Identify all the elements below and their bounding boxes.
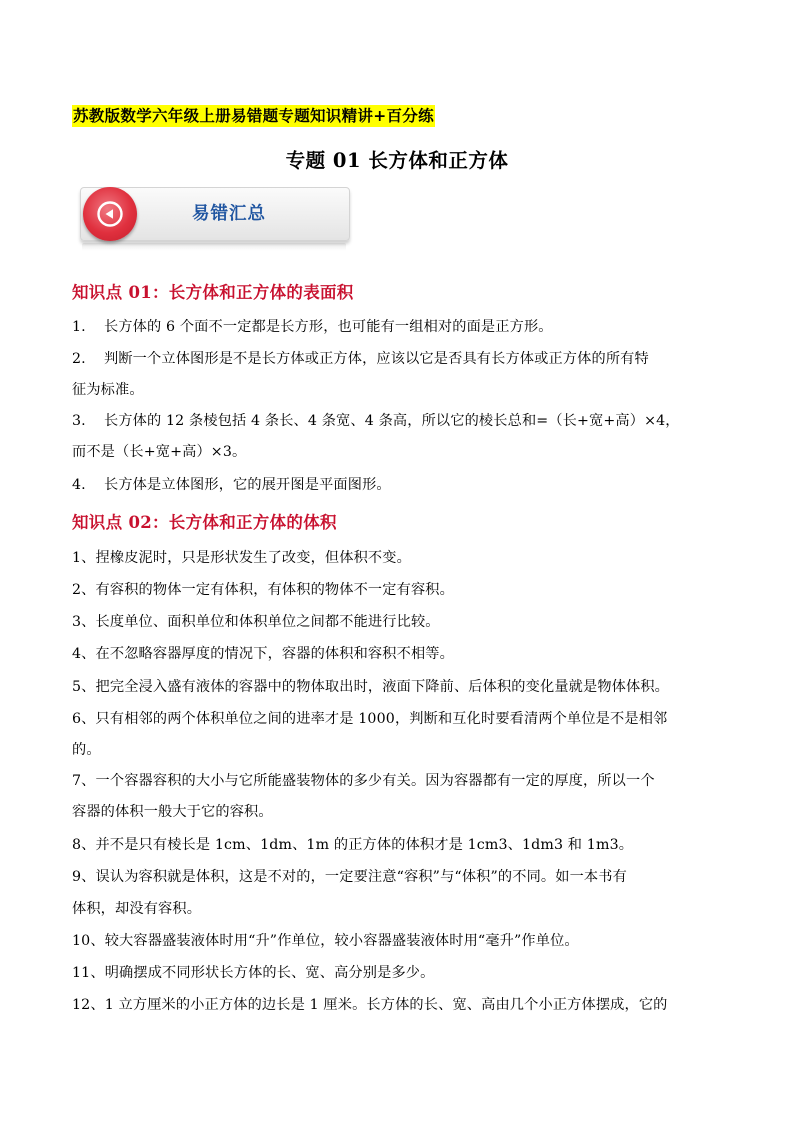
item-number: 2. bbox=[72, 351, 86, 367]
item-number: 3. bbox=[72, 413, 86, 429]
kp2-item-6-cont: 的。 bbox=[72, 742, 101, 758]
item-text: 长方体的 12 条棱包括 4 条长、4 条宽、4 条高，所以它的棱长总和=（长+宽+高）×4， bbox=[104, 413, 680, 429]
kp1-item-4 bbox=[72, 474, 391, 494]
kp2-item-11: 11、明确摆成不同形状长方体的长、宽、高分别是多少。 bbox=[72, 965, 435, 981]
kp2-heading: 知识点 02：长方体和正方体的体积 bbox=[72, 513, 337, 532]
kp2-item-10: 10、较大容器盛装液体时用“升”作单位，较小容器盛装液体时用“毫升”作单位。 bbox=[72, 933, 579, 949]
kp2-item-12: 12、1 立方厘米的小正方体的边长是 1 厘米。长方体的长、宽、高由几个小正方体摆成，它的 bbox=[72, 997, 668, 1013]
kp2-item-9: 9、误认为容积就是体积，这是不对的，一定要注意“容积”与“体积”的不同。如一本书有 bbox=[72, 869, 627, 885]
kp2-item-9-cont: 体积，却没有容积。 bbox=[72, 901, 202, 917]
topic-title: 专题 01 长方体和正方体 bbox=[285, 149, 509, 172]
kp1-item-2-cont: 征为标准。 bbox=[72, 382, 144, 398]
item-text: 判断一个立体图形是不是长方体或正方体，应该以它是否具有长方体或正方体的所有特 bbox=[104, 351, 649, 367]
kp2-item-1: 1、捏橡皮泥时，只是形状发生了改变，但体积不变。 bbox=[72, 550, 411, 566]
kp1-item-3 bbox=[72, 410, 680, 430]
kp1-item-1 bbox=[72, 316, 553, 336]
kp2-item-3: 3、长度单位、面积单位和体积单位之间都不能进行比较。 bbox=[72, 614, 440, 630]
kp2-item-8: 8、并不是只有棱长是 1cm、1dm、1m 的正方体的体积才是 1cm3、1dm3 和 1m3。 bbox=[72, 837, 634, 853]
item-number: 1. bbox=[72, 319, 86, 335]
item-text: 长方体是立体图形，它的展开图是平面图形。 bbox=[104, 477, 391, 493]
section-banner bbox=[80, 187, 350, 241]
play-back-icon bbox=[96, 200, 124, 228]
item-text: 长方体的 6 个面不一定都是长方形，也可能有一组相对的面是正方形。 bbox=[104, 319, 553, 335]
kp2-item-4: 4、在不忽略容器厚度的情况下，容器的体积和容积不相等。 bbox=[72, 646, 454, 662]
banner-reflection bbox=[82, 243, 346, 251]
kp1-item-2 bbox=[72, 348, 649, 368]
kp2-item-6: 6、只有相邻的两个体积单位之间的进率才是 1000，判断和互化时要看清两个单位是不是相邻 bbox=[72, 711, 668, 727]
header-title: 苏教版数学六年级上册易错题专题知识精讲+百分练 bbox=[73, 106, 434, 125]
kp2-item-2: 2、有容积的物体一定有体积，有体积的物体不一定有容积。 bbox=[72, 582, 454, 598]
banner-circle bbox=[83, 187, 137, 241]
item-number: 4. bbox=[72, 477, 86, 493]
kp2-item-5: 5、把完全浸入盛有液体的容器中的物体取出时，液面下降前、后体积的变化量就是物体体积。 bbox=[72, 679, 670, 695]
kp1-item-3-cont: 而不是（长+宽+高）×3。 bbox=[72, 444, 247, 460]
banner-label: 易错汇总 bbox=[192, 204, 266, 224]
kp2-item-7: 7、一个容器容积的大小与它所能盛装物体的多少有关。因为容器都有一定的厚度，所以一个 bbox=[72, 773, 655, 789]
kp1-heading: 知识点 01：长方体和正方体的表面积 bbox=[72, 283, 354, 302]
kp2-item-7-cont: 容器的体积一般大于它的容积。 bbox=[72, 804, 273, 820]
